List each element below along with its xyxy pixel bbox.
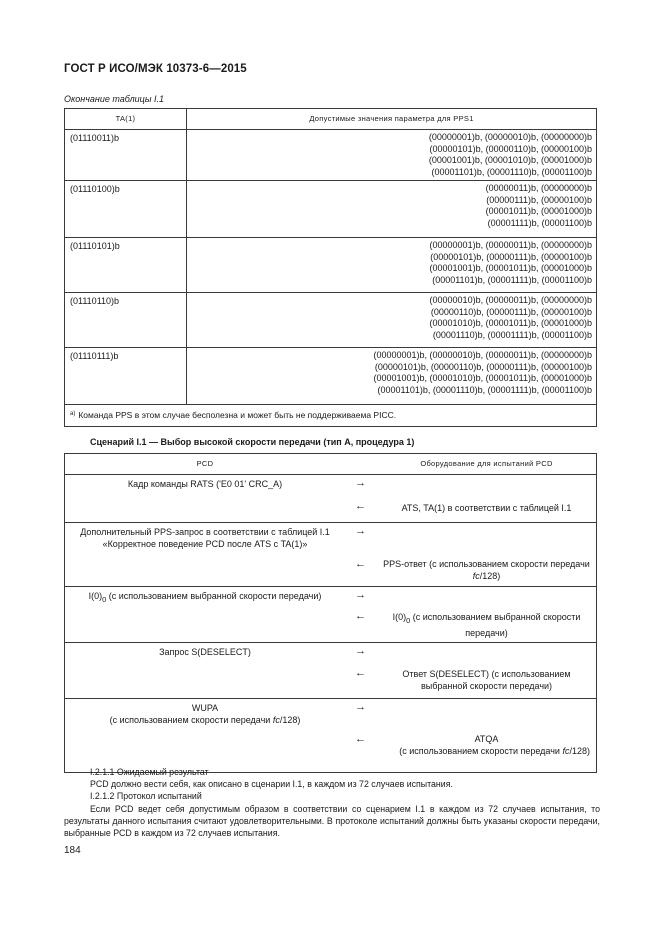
column-header-pcd: PCD	[65, 454, 346, 475]
pcd-action	[65, 523, 346, 587]
table-row	[65, 348, 597, 405]
arrow-right-icon: →	[355, 589, 366, 601]
pcd-action	[65, 699, 346, 773]
arrow-cell	[345, 587, 377, 643]
text-part: I(0)	[88, 591, 103, 601]
arrow-left-icon: ←	[355, 500, 366, 512]
text-part: (с использованием скорости передачи	[399, 746, 563, 756]
table-row	[65, 238, 597, 293]
value-line: (00001001)b, (00001010)b, (00001000)b	[428, 155, 592, 165]
scenario-header-row	[65, 454, 597, 475]
test-response-text: Ответ S(DESELECT) (с использованием выбранной скорости передачи)	[402, 669, 571, 691]
section-heading: I.2.1.2 Протокол испытаний	[90, 791, 202, 802]
value-line: (00001011)b, (00001000)b	[485, 206, 592, 216]
paragraph: PCD должно вести себя, как описано в сценарии I.1, в каждом из 72 случаев испытания.	[90, 779, 453, 790]
scenario-step	[65, 643, 597, 699]
test-response	[377, 643, 597, 699]
text-part: (с использованием выбранной скорости передачи)	[106, 591, 322, 601]
text-part: /128)	[569, 746, 590, 756]
value-line: (00001101)b, (00001111)b, (00001100)b	[432, 274, 592, 285]
pps1-values	[187, 130, 597, 181]
document-header: ГОСТ Р ИСО/МЭК 10373-6—2015	[64, 63, 247, 75]
pps-values-table	[64, 108, 597, 427]
value-line: (00000101)b, (00000111)b, (00000100)b	[430, 251, 592, 262]
value-line: (00000010)b, (00000011)b, (00000000)b	[429, 295, 592, 305]
text-italic: fc	[272, 715, 280, 725]
text-part: (с использованием выбранной скорости передачи)	[410, 612, 581, 638]
pcd-action-text	[71, 702, 339, 726]
scenario-step	[65, 523, 597, 587]
text-italic: fc	[472, 571, 480, 581]
text-italic: fc	[562, 746, 570, 756]
text-sub: 0	[102, 594, 107, 604]
value-line: (00001001)b, (00001011)b, (00001000)b	[429, 263, 592, 273]
pcd-action-text: Кадр команды RATS ('E0 01' CRC_A)	[127, 479, 283, 489]
table-header-row	[65, 109, 597, 130]
value-line: (00000101)b, (00000110)b, (00000111)b, (00000100)b	[374, 361, 592, 372]
value-line: (00001101)b, (00001110)b, (00001100)b	[431, 166, 592, 177]
test-response	[377, 475, 597, 523]
value-line: (00001010)b, (00001011)b, (00001000)b	[429, 318, 592, 328]
value-line: (00000001)b, (00000010)b, (00000011)b, (00000000)b	[373, 350, 592, 360]
page-number: 184	[64, 845, 81, 856]
table-row	[65, 293, 597, 348]
test-response-text	[383, 733, 590, 757]
pps1-values	[187, 348, 597, 405]
arrow-left-icon: ←	[355, 733, 366, 745]
test-response	[377, 587, 597, 643]
pcd-action-text: Дополнительный PPS-запрос в соответствии с таблицей I.1 «Корректное поведение PCD после ATS с TA(1)»	[80, 527, 330, 549]
value-line: (00000011)b, (00000000)b	[485, 183, 592, 193]
pcd-action-text: Запрос S(DESELECT)	[159, 647, 251, 657]
ta1-value: (01110101)b	[65, 238, 187, 293]
pcd-action	[65, 475, 346, 523]
arrow-left-icon: ←	[355, 558, 366, 570]
test-response-text	[383, 611, 590, 639]
test-response-text: ATS, TA(1) в соответствии с таблицей I.1	[401, 503, 572, 513]
pcd-action	[65, 587, 346, 643]
section-heading: I.2.1.1 Ожидаемый результат	[90, 767, 209, 777]
arrow-right-icon: →	[355, 525, 366, 537]
value-line: (00001001)b, (00001010)b, (00001011)b, (00001000)b	[373, 373, 592, 383]
pps1-values	[187, 293, 597, 348]
footnote-mark: a)	[70, 411, 76, 417]
text-part: PPS-ответ (с использованием скорости передачи	[383, 559, 590, 569]
text-sub: 0	[406, 615, 411, 625]
table-caption: Окончание таблицы I.1	[64, 94, 164, 104]
column-header-arrow	[345, 454, 377, 475]
text-line	[383, 745, 590, 757]
table-row	[65, 130, 597, 181]
scenario-table	[64, 453, 597, 773]
test-response-text	[383, 558, 590, 582]
footnote-text: Команда PPS в этом случае бесполезна и может быть не поддерживаема PICC.	[78, 410, 397, 420]
arrow-right-icon: →	[355, 645, 366, 657]
pcd-action-text	[71, 590, 339, 606]
arrow-cell	[345, 475, 377, 523]
arrow-cell	[345, 523, 377, 587]
arrow-left-icon: ←	[355, 667, 366, 679]
pcd-action	[65, 643, 346, 699]
text-line: ATQA	[474, 734, 499, 744]
test-response	[377, 699, 597, 773]
ta1-value: (01110111)b	[65, 348, 187, 405]
body-text	[64, 766, 600, 839]
text-line	[71, 714, 339, 726]
text-part: /128)	[479, 571, 501, 581]
arrow-right-icon: →	[355, 477, 366, 489]
text-part: (с использованием скорости передачи	[109, 715, 273, 725]
scenario-step	[65, 699, 597, 773]
ta1-value: (01110011)b	[65, 130, 187, 181]
value-line: (00001101)b, (00001110)b, (00001111)b, (00001100)b	[377, 384, 592, 395]
text-part: /128)	[279, 715, 301, 725]
text-line: WUPA	[191, 703, 219, 713]
arrow-left-icon: ←	[355, 610, 366, 622]
column-header-pps1: Допустимые значения параметра для PPS1	[187, 109, 597, 130]
scenario-step	[65, 475, 597, 523]
ta1-value: (01110100)b	[65, 181, 187, 238]
test-response	[377, 523, 597, 587]
scenario-step	[65, 587, 597, 643]
ta1-value: (01110110)b	[65, 293, 187, 348]
pps1-values	[187, 181, 597, 238]
column-header-ta1: TA(1)	[65, 109, 187, 130]
arrow-cell	[345, 699, 377, 773]
table-row	[65, 181, 597, 238]
value-line: (00001110)b, (00001111)b, (00001100)b	[432, 329, 592, 340]
table-footnote	[65, 405, 597, 427]
text-part: I(0)	[392, 612, 407, 622]
scenario-title: Сценарий I.1 — Выбор высокой скорости передачи (тип A, процедура 1)	[90, 437, 415, 447]
value-line: (00000111)b, (00000100)b	[486, 194, 592, 205]
value-line: (00000101)b, (00000110)b, (00000100)b	[429, 143, 592, 154]
footnote-row	[65, 405, 597, 427]
paragraph: Если PCD ведет себя допустимым образом в соответствии со сценарием I.1 в каждом из 72 случаев испытания, то результаты данного испытания считают удовлетворительными. В протоколе испытаний должны быть указаны скорости передачи, выбранные PCD в каждом из 72 случаев испытания.	[64, 803, 600, 839]
value-line: (00000001)b, (00000010)b, (00000000)b	[428, 132, 592, 142]
arrow-cell	[345, 643, 377, 699]
arrow-right-icon: →	[355, 701, 366, 713]
value-line: (00000001)b, (00000011)b, (00000000)b	[429, 240, 592, 250]
column-header-test-equipment: Оборудование для испытаний PCD	[377, 454, 597, 475]
pps1-values	[187, 238, 597, 293]
value-line: (00000110)b, (00000111)b, (00000100)b	[430, 306, 592, 317]
value-line: (00001111)b, (00001100)b	[487, 217, 592, 228]
